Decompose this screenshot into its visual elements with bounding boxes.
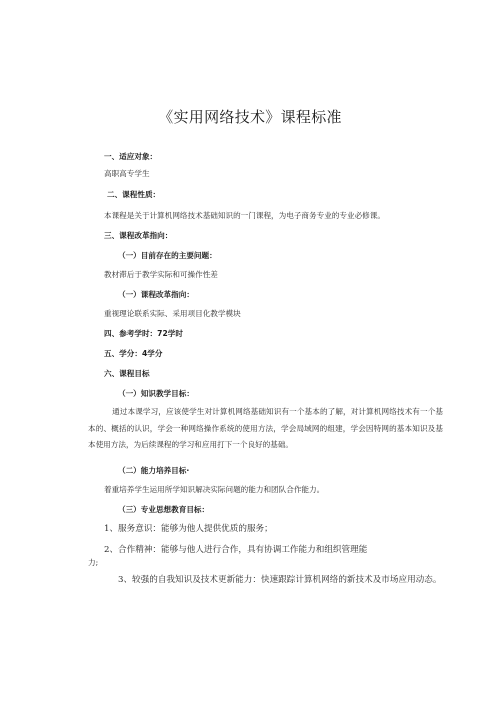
section-3-sub2-text: 重视理论联系实际、采用项目化教学模块 <box>104 309 241 318</box>
document-title: 《实用网络技术》课程标准 <box>158 108 342 126</box>
goal-item-2-line-2: 力; <box>88 558 99 567</box>
goal-item-1: 1、服务意识：能够为他人提供优质的服务； <box>104 524 273 534</box>
goal-item-2-line-1: 2、合作精神：能够与他人进行合作，具有协调工作能力和组织管理能 <box>104 545 368 555</box>
section-5-heading: 五、学分：4学分 <box>104 349 163 358</box>
section-6-sub3-heading: （三）专业思想教育目标： <box>118 505 210 514</box>
section-6-sub2-heading: （二）能力培养目标· <box>118 466 190 475</box>
section-6-sub1-paragraph <box>88 404 443 454</box>
section-3-sub2-heading: （一）课程改革指向： <box>118 290 194 299</box>
section-6-sub1-text: 通过本课学习，应该使学生对计算机网络基础知识有一个基本的了解，对计算机网络技术有一个基本的、概括的认识，学会一种网络操作系统的使用方法，学会局域网的组建，学会因特网的基本知识及基本使用方法，为后续课程的学习和应用打下一个良好的基础。 <box>88 407 443 449</box>
section-3-heading: 三、课程改革指向： <box>104 231 173 240</box>
section-4-heading: 四、参考学时：72学时 <box>104 329 183 338</box>
section-6-sub1-heading: （一）知识教学目标： <box>118 389 194 398</box>
section-2-heading: 二、课程性质： <box>107 190 161 199</box>
goal-item-3: 3、较强的自我知识及技术更新能力：快速跟踪计算机网络的新技术及市场应用动态。 <box>118 575 442 585</box>
section-3-sub1-text: 教材滞后于教学实际和可操作性差 <box>104 270 218 279</box>
section-1-text: 高职高专学生 <box>104 169 150 178</box>
section-6-sub2-text: 着重培养学生运用所学知识解决实际问题的能力和团队合作能力。 <box>104 485 325 494</box>
section-6-heading: 六、课程目标 <box>104 369 150 378</box>
section-3-sub1-heading: （一）目前存在的主要问题： <box>118 251 217 260</box>
section-2-text: 本课程是关于计算机网络技术基础知识的一门课程，为电子商务专业的专业必修课。 <box>104 211 385 220</box>
section-1-heading: 一、适应对象： <box>104 152 158 161</box>
